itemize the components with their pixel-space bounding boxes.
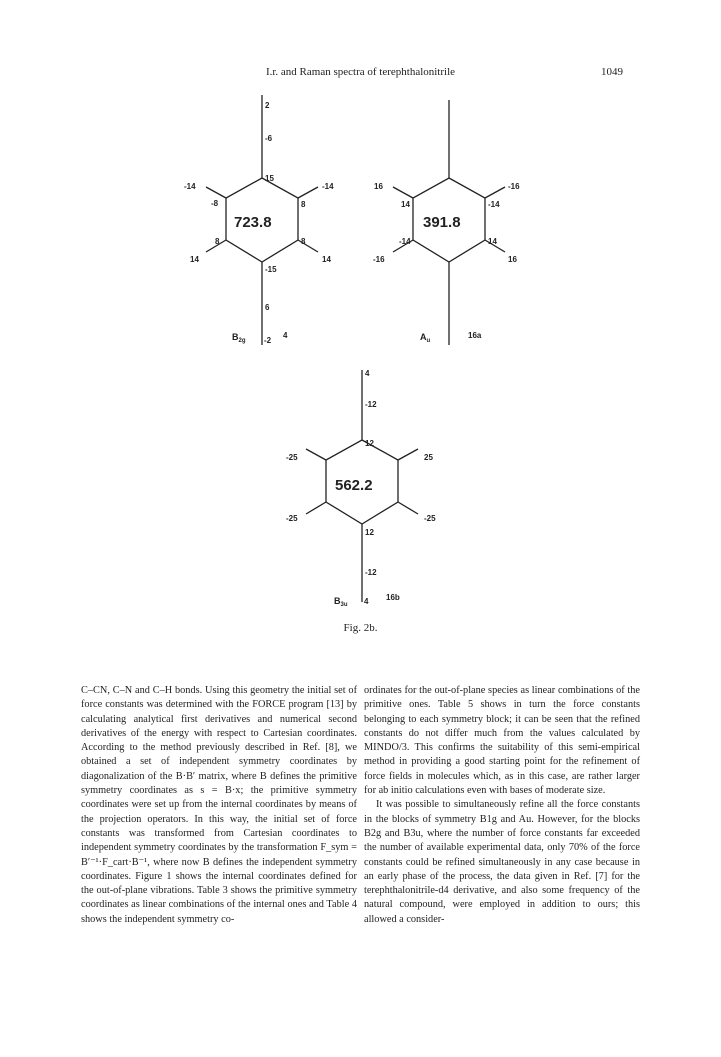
- mode-au: 16a: [468, 331, 482, 340]
- label-b2g-7: 8: [215, 237, 220, 246]
- mode-b2g: 4: [283, 331, 288, 340]
- left-paragraph: C–CN, C–N and C–H bonds. Using this geometry the initial set of force constants was determined with the FORCE program [13] by calculating analytical first derivatives and numerical second derivatives of the energy with respect to Cartesian coordinates. According to the method previously described in Ref. [8], we obtained a set of independent symmetry coordinates by diagonalization of the B·B′ matrix, where B defines the primitive symmetry coordinates as s = B·x; the primitive symmetry coordinates were set up from the internal coordinates by means of the projection operators. In this way, the initial set of force constants was transformed from Cartesian coordinates to independent symmetry coordinates by the transformation F_sym = B′⁻¹·F_cart·B⁻¹, where now B defines the independent symmetry coordinates. Figure 1 shows the internal coordinates defined for the out-of-plane vibrations. Table 3 shows the primitive symmetry coordinates as linear combinations of the internal ones and Table 4 shows the independent symmetry co-: [81, 685, 357, 925]
- label-au-1: 14: [401, 200, 410, 209]
- label-b3u-3: -25: [286, 453, 298, 462]
- frequency-au: 391.8: [423, 214, 461, 231]
- label-b2g-13: -2: [264, 336, 272, 345]
- label-b2g-10: -15: [265, 265, 277, 274]
- label-au-3: -14: [488, 200, 500, 209]
- label-b3u-8: -12: [365, 568, 377, 577]
- page-number: 1049: [601, 66, 623, 78]
- left-column: [81, 684, 357, 927]
- symmetry-b3u: $B_{3u}$: [334, 596, 348, 608]
- label-b3u-9: 4: [364, 597, 369, 606]
- label-b3u-6: -25: [424, 514, 436, 523]
- label-b2g-9: 14: [190, 255, 199, 264]
- label-b2g-8: 8: [301, 237, 306, 246]
- label-b3u-5: -25: [286, 514, 298, 523]
- label-au-7: 16: [508, 255, 517, 264]
- label-b2g-6: 8: [301, 200, 306, 209]
- label-b3u-0: 4: [365, 369, 370, 378]
- label-au-6: -16: [373, 255, 385, 264]
- right-paragraph-2: It was possible to simultaneously refine all the force constants in the blocks of symmetry B1g and Au. However, for the blocks B2g and B3u, where the number of force constants far exceeded the number of available experimental data, only 70% of the force constants could be refined simultaneously in any case because in an early phase of the process, the data given in Ref. [7] for the terephthalonitrile-d4 derivative, and also some frequency of the natural compound, were employed in addition to ours; this allowed a consider-: [364, 799, 640, 925]
- label-au-2: -16: [508, 182, 520, 191]
- label-b2g-5: -14: [322, 182, 334, 191]
- symmetry-au: $A_u$: [420, 332, 431, 344]
- label-au-0: 16: [374, 182, 383, 191]
- symmetry-b2g: $B_{2g}$: [232, 332, 246, 344]
- diagram-b2g-labels: [184, 101, 334, 345]
- label-b2g-1: -6: [265, 134, 273, 143]
- label-b3u-4: 25: [424, 453, 433, 462]
- diagram-b3u-labels: [286, 369, 436, 608]
- frequency-b3u: 562.2: [335, 477, 373, 494]
- right-paragraph-1: ordinates for the out-of-plane species as linear combinations of the primitive ones. Table 5 shows in turn the force constants belonging to each symmetry block; it can be seen that the refined constants do not differ much from the values calculated by MINDO/3. This confirms the suitability of this semi-empirical method in providing a good starting point for the refinement of force fields in molecules which, as in this case, are rather larger for ab initio calculations even with bases of moderate size.: [364, 685, 640, 797]
- diagram-au-labels: [373, 182, 520, 344]
- label-b2g-11: 14: [322, 255, 331, 264]
- label-au-4: -14: [399, 237, 411, 246]
- running-title: I.r. and Raman spectra of terephthalonitrile: [265, 66, 456, 78]
- right-column: [364, 684, 640, 927]
- mode-b3u: 16b: [386, 593, 400, 602]
- label-b2g-3: -14: [184, 182, 196, 191]
- label-b3u-2: 12: [365, 439, 374, 448]
- frequency-b2g: 723.8: [234, 214, 272, 231]
- label-b2g-4: -8: [211, 199, 219, 208]
- label-b2g-12: 6: [265, 303, 270, 312]
- label-b3u-7: 12: [365, 528, 374, 537]
- label-b2g-2: 15: [265, 174, 274, 183]
- label-b2g-0: 2: [265, 101, 270, 110]
- label-b3u-1: -12: [365, 400, 377, 409]
- label-au-5: 14: [488, 237, 497, 246]
- figure-caption: Fig. 2b.: [343, 622, 378, 634]
